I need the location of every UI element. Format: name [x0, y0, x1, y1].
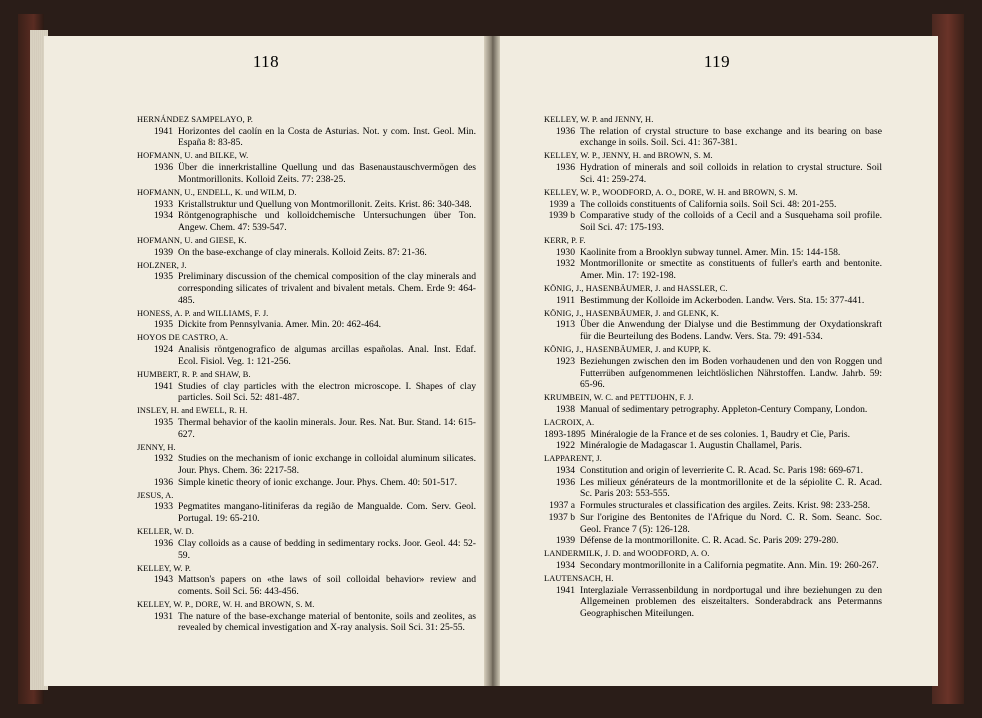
entry-reference [136, 574, 476, 597]
bibliography-entry [136, 235, 476, 258]
bibliography-entry [544, 187, 882, 234]
reference-text: Simple kinetic theory of ionic exchange. Jour. Phys. Chem. 40: 501-517. [178, 476, 457, 488]
entry-author: HOLZNER, J. [137, 260, 187, 270]
entry-reference [544, 429, 882, 441]
entry-reference [136, 247, 476, 259]
entry-reference [136, 319, 476, 331]
reference-text: Secondary montmorillonite in a California pegmatite. Ann. Min. 19: 260-267. [580, 559, 879, 571]
reference-year: 1932 [555, 258, 575, 270]
entry-reference [544, 356, 882, 391]
reference-year: 1933 [153, 198, 173, 210]
reference-text: Mattson's papers on «the laws of soil colloidal behavior» review and coments. Soil Sci. 56: 443-456. [178, 574, 476, 597]
reference-year: 1937 b [548, 511, 575, 523]
reference-year: 1939 [555, 535, 575, 547]
entry-reference [136, 162, 476, 185]
bibliography-entry [544, 283, 882, 306]
bibliography-entry [136, 599, 476, 634]
reference-year: 1941 [153, 380, 173, 392]
bibliography-entry [544, 150, 882, 185]
reference-text: Thermal behavior of the kaolin minerals. Jour. Res. Nat. Bur. Stand. 14: 615-627. [178, 416, 476, 440]
entry-reference [544, 465, 882, 477]
reference-year: 1936 [555, 476, 575, 488]
reference-text: Kaolinite from a Brooklyn subway tunnel. Amer. Min. 15: 144-158. [580, 246, 841, 258]
entry-author: LAUTENSACH, H. [544, 573, 614, 583]
reference-text: Über die innerkristalline Quellung und das Basenaustauschvermögen des Montmorillonits. Kolloid Zeits. 77: 238-25. [178, 162, 476, 185]
reference-text: The relation of crystal structure to base exchange and its bearing on base exchange in soils. Soil. Sci. 41: 367-381. [580, 125, 882, 149]
bibliography-entry [136, 405, 476, 440]
bibliography-entry [544, 453, 882, 547]
entry-reference [136, 538, 476, 561]
reference-text: Comparative study of the colloids of a Cecil and a Susquehama soil profile. Soil Sci. 47: 175-193. [580, 210, 882, 233]
reference-year: 1936 [153, 537, 173, 549]
entry-reference [544, 512, 882, 535]
reference-text: Manual of sedimentary petrography. Appleton-Century Company, London. [580, 403, 868, 415]
bibliography-column-left [136, 114, 476, 635]
bibliography-entry [544, 573, 882, 620]
reference-year: 1941 [555, 584, 575, 596]
reference-year: 1941 [153, 125, 173, 137]
bibliography-entry [136, 369, 476, 404]
reference-text: Hydration of minerals and soil colloids in relation to crystal structure. Soil Sci. 41: 259-274. [580, 162, 882, 185]
bibliography-entry [544, 392, 882, 415]
bibliography-entry [136, 332, 476, 367]
reference-text: On the base-exchange of clay minerals. Kolloid Zeits. 87: 21-36. [178, 246, 427, 258]
entry-author: HERNÁNDEZ SAMPELAYO, P. [137, 115, 253, 124]
entry-reference [136, 611, 476, 634]
entry-author: KÖNIG, J., HASENBÄUMER, J. and HASSLER, C. [544, 284, 728, 294]
entry-reference [544, 440, 882, 452]
reference-text: Les milieux générateurs de la montmorillonite et de la sépiolite C. R. Acad. Sc. Paris 203: 553-555. [580, 476, 882, 500]
entry-reference [544, 295, 882, 307]
reference-year: 1938 [555, 403, 575, 415]
entry-author: HOFMANN, U., ENDELL, K. und WILM, D. [137, 187, 297, 197]
reference-year: 1936 [555, 162, 575, 174]
entry-author: LANDERMILK, J. D. and WOODFORD, A. O. [544, 549, 710, 559]
reference-text: Minéralogie de Madagascar 1. Augustin Challamel, Paris. [580, 440, 802, 452]
reference-text: Kristallstruktur und Quellung von Montmorillonit. Zeits. Krist. 86: 340-348. [178, 198, 472, 210]
entry-reference [136, 501, 476, 524]
reference-text: Pegmatites mangano-litiniferas da região de Mangualde. Com. Serv. Geol. Portugal. 19: 65-210. [178, 501, 476, 525]
entry-author: KELLEY, W. P. and JENNY, H. [544, 115, 654, 124]
entry-reference [544, 585, 882, 620]
entry-reference [136, 210, 476, 233]
entry-author: HOFMANN, U. and GIESE, K. [137, 235, 247, 245]
reference-text: Bestimmung der Kolloide im Ackerboden. Landw. Vers. Sta. 15: 377-441. [580, 294, 865, 306]
entry-reference [136, 477, 476, 489]
reference-text: Analisis röntgenografico de algumas arcillas españolas. Anal. Inst. Edaf. Ecol. Fisiol. Veg. 1: 121-256. [178, 344, 476, 367]
reference-text: Studies on the mechanism of ionic exchange in colloidal aluminum silicates. Jour. Phys. Chem. 36: 2217-58. [178, 453, 476, 477]
entry-author: HUMBERT, R. P. and SHAW, B. [137, 369, 251, 379]
reference-year: 1934 [153, 210, 173, 222]
reference-year: 1913 [555, 319, 575, 331]
bibliography-entry [136, 308, 476, 331]
entry-author: KELLER, W. D. [137, 527, 194, 537]
entry-reference [544, 560, 882, 572]
entry-reference [544, 535, 882, 547]
reference-year: 1939 [153, 246, 173, 258]
reference-text: Formules structurales et classification des argiles. Zeits. Krist. 98: 233-258. [580, 500, 870, 512]
bibliography-entry [136, 563, 476, 598]
reference-year: 1935 [153, 271, 173, 283]
bibliography-entry [136, 260, 476, 307]
entry-author: LAPPARENT, J. [544, 454, 602, 464]
reference-year: 1924 [153, 344, 173, 356]
reference-text: Défense de la montmorillonite. C. R. Acad. Sc. Paris 209: 279-280. [580, 535, 839, 547]
entry-reference [136, 271, 476, 306]
bibliography-entry [136, 150, 476, 185]
reference-year: 1937 a [549, 500, 575, 512]
reference-year: 1935 [153, 416, 173, 428]
bibliography-entry [136, 442, 476, 489]
reference-year: 1936 [153, 476, 173, 488]
bibliography-entry [544, 235, 882, 282]
bibliography-entry [544, 548, 882, 571]
entry-reference [136, 417, 476, 440]
entry-author: KÖNIG, J., HASENBÄUMER, J. and GLENK, K. [544, 308, 719, 318]
bibliography-entry [544, 344, 882, 391]
entry-reference [544, 199, 882, 211]
entry-reference [136, 344, 476, 367]
entry-author: JENNY, H. [137, 442, 176, 452]
entry-reference [544, 404, 882, 416]
reference-year: 1936 [555, 125, 575, 137]
entry-reference [544, 247, 882, 259]
bibliography-entry [544, 417, 882, 452]
bibliography-entry [136, 526, 476, 561]
entry-reference [544, 162, 882, 185]
bibliography-column-right [544, 114, 882, 621]
reference-year: 1943 [153, 574, 173, 586]
bibliography-entry [544, 114, 882, 149]
entry-reference [544, 126, 882, 149]
reference-year: 1931 [153, 610, 173, 622]
reference-year: 1934 [555, 559, 575, 571]
entry-reference [136, 199, 476, 211]
reference-year: 1923 [555, 355, 575, 367]
bibliography-entry [136, 187, 476, 234]
reference-text: Studies of clay particles with the electron microscope. I. Shapes of clay particles. Soil Sci. 52: 481-487. [178, 380, 476, 404]
entry-author: JESUS, A. [137, 490, 174, 500]
reference-text: Interglaziale Verrassenbildung in nordportugal und ihre beziehungen zu den Allgemeinen problemen des eiszeitalters. Sonderabdrack ans Petermanns Geographischen Miteilungen. [580, 584, 882, 620]
entry-author: KELLEY, W. P., DORE, W. H. and BROWN, S. M. [137, 599, 315, 609]
reference-year: 1935 [153, 319, 173, 331]
reference-text: Montmorillonite or smectite as constituents of fuller's earth and bentonite. Amer. Min. 17: 192-198. [580, 258, 882, 282]
entry-author: INSLEY, H. and EWELL, R. H. [137, 406, 248, 416]
reference-text: Clay colloids as a cause of bedding in sedimentary rocks. Joor. Geol. 44: 52-59. [178, 537, 476, 561]
reference-text: Sur l'origine des Bentonites de l'Afrique du Nord. C. R. Som. Seanc. Soc. Geol. France 7 (5): 126-128. [580, 511, 882, 535]
entry-reference [544, 258, 882, 281]
entry-author: KRUMBEIN, W. C. and PETTIJOHN, F. J. [544, 393, 694, 403]
reference-year: 1932 [153, 453, 173, 465]
entry-author: HOFMANN, U. and BILKE, W. [137, 151, 249, 161]
bibliography-entry [136, 490, 476, 525]
page-number-left: 118 [252, 52, 280, 71]
entry-reference [136, 381, 476, 404]
book-gutter [484, 36, 500, 686]
bibliography-entry [544, 308, 882, 343]
reference-year: 1939 a [549, 198, 575, 210]
entry-author: KERR, P. F. [544, 235, 586, 245]
reference-text: Horizontes del caolín en la Costa de Asturias. Not. y com. Inst. Geol. Min. España 8: 83-85. [178, 125, 476, 149]
reference-text: Dickite from Pennsylvania. Amer. Min. 20: 462-464. [178, 319, 382, 331]
entry-author: KELLEY, W. P., WOODFORD, A. O., DORE, W. H. and BROWN, S. M. [544, 187, 798, 197]
entry-reference [544, 210, 882, 233]
entry-reference [136, 126, 476, 149]
reference-text: The colloids constituents of California soils. Soil Sci. 48: 201-255. [580, 198, 837, 210]
reference-year: 1893-1895 [544, 428, 586, 440]
entry-author: HONESS, A. P. and WILLIAMS, F. J. [137, 308, 269, 318]
entry-reference [544, 477, 882, 500]
reference-year: 1933 [153, 501, 173, 513]
reference-year: 1939 b [548, 210, 575, 222]
entry-author: HOYOS DE CASTRO, A. [137, 333, 229, 343]
entry-reference [136, 453, 476, 476]
reference-year: 1934 [555, 465, 575, 477]
entry-reference [544, 319, 882, 342]
reference-text: Beziehungen zwischen den im Boden vorhaudenen und den von Roggen und Futterrüben aufgenommenen leichtlöslichen Nährstoffen. Landw. Jahrb. 59: 65-96. [580, 355, 882, 391]
reference-text: Constitution and origin of leverrierite C. R. Acad. Sc. Paris 198: 669-671. [580, 465, 863, 477]
reference-text: Minéralogie de la France et de ses colonies. 1, Baudry et Cie, Paris. [590, 428, 851, 440]
reference-year: 1911 [556, 294, 575, 306]
entry-author: KELLEY, W. P. [137, 563, 191, 573]
entry-author: KÖNIG, J., HASENBÄUMER, J. and KUPP, K. [544, 345, 711, 355]
entry-reference [544, 500, 882, 512]
reference-text: Über die Anwendung der Dialyse und die Bestimmung der Oxydationskraft für die Beurteilung des Bodens. Landw. Vers. Sta. 79: 491-534. [580, 319, 882, 343]
reference-text: Preliminary discussion of the chemical composition of the clay minerals and corresponding silicates of trivalent and bivalent metals. Chem. Erde 9: 464-485. [178, 271, 476, 306]
reference-year: 1936 [153, 162, 173, 174]
reference-text: The nature of the base-exchange material of bentonite, soils and zeolites, as revealed by chemical investigation and X-ray analysis. Soil Sci. 31: 25-55. [178, 610, 476, 634]
bibliography-entry [136, 114, 476, 149]
reference-year: 1922 [555, 440, 575, 452]
page-number-right: 119 [703, 52, 731, 71]
reference-year: 1930 [555, 246, 575, 258]
reference-text: Röntgenographische und kolloidchemische Untersuchungen über Ton. Angew. Chem. 47: 539-547. [178, 210, 476, 233]
entry-author: LACROIX, A. [544, 417, 595, 427]
entry-author: KELLEY, W. P., JENNY, H. and BROWN, S. M. [544, 151, 713, 161]
